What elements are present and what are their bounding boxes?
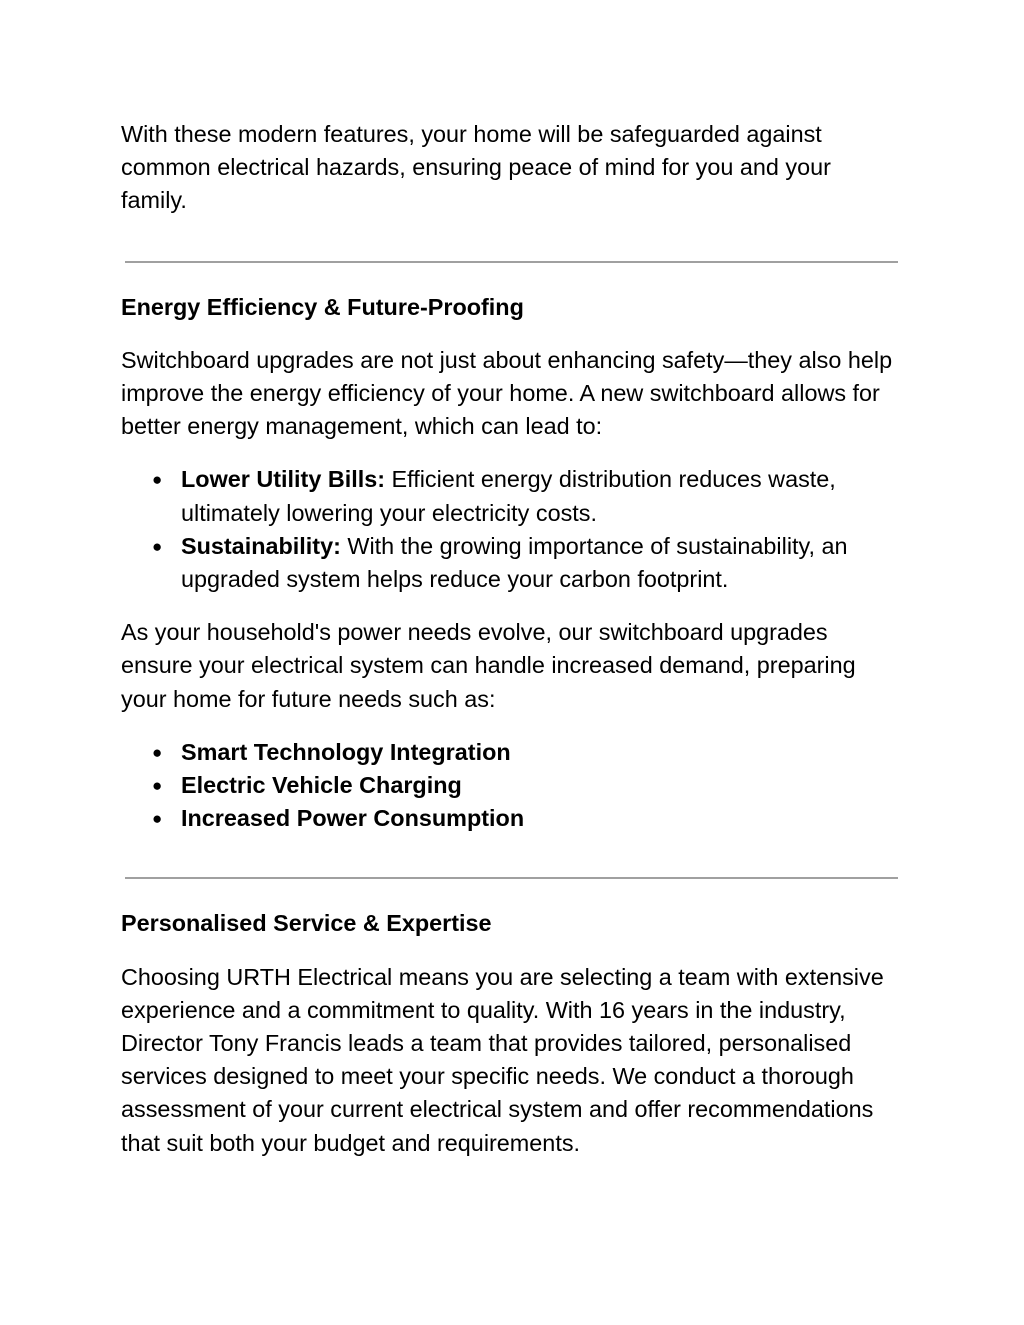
intro-paragraph: With these modern features, your home will be safeguarded against common electrical hazards, ensuring peace of mind for you and your family. <box>121 121 831 214</box>
benefit-title: Lower Utility Bills: <box>181 466 386 493</box>
bullet-icon: ● <box>152 742 163 762</box>
list-item <box>121 530 901 596</box>
list-item <box>121 463 901 529</box>
benefit-text: Efficient energy distribution reduces waste, ultimately lowering your electricity costs. <box>181 466 836 526</box>
benefit-title: Sustainability: <box>181 532 341 559</box>
future-need: Increased Power Consumption <box>181 805 525 832</box>
list-item <box>121 802 901 835</box>
personal-heading: Personalised Service & Expertise <box>121 910 492 937</box>
future-needs-list <box>121 736 901 836</box>
benefit-text: With the growing importance of sustainability, an upgraded system helps reduce your carbon footprint. <box>181 532 848 593</box>
energy-paragraph: Switchboard upgrades are not just about enhancing safety—they also help improve the energy efficiency of your home. A new switchboard allows for better energy management, which can lead to: <box>121 346 893 440</box>
future-need: Electric Vehicle Charging <box>181 772 462 799</box>
energy-heading: Energy Efficiency & Future-Proofing <box>121 293 524 320</box>
personal-paragraph: Choosing URTH Electrical means you are selecting a team with extensive experience and a commitment to quality. With 16 years in the industry, Director Tony Francis leads a team that provides tailored, personalised services designed to meet your specific needs. We conduct a thorough assessment of your current electrical system and offer recommendations that suit both your budget and requirements. <box>121 963 884 1156</box>
bullet-icon: ● <box>152 470 163 490</box>
section-divider <box>125 877 898 879</box>
bullet-icon: ● <box>152 809 163 829</box>
list-item <box>121 736 901 769</box>
future-paragraph: As your household's power needs evolve, our switchboard upgrades ensure your electrical system can handle increased demand, preparing your home for future needs such as: <box>121 619 856 712</box>
bullet-icon: ● <box>152 776 163 796</box>
benefits-list <box>121 463 901 596</box>
section-divider <box>125 261 898 263</box>
list-item <box>121 769 901 802</box>
bullet-icon: ● <box>152 536 163 556</box>
document-page <box>121 118 901 1160</box>
future-need: Smart Technology Integration <box>181 738 511 765</box>
